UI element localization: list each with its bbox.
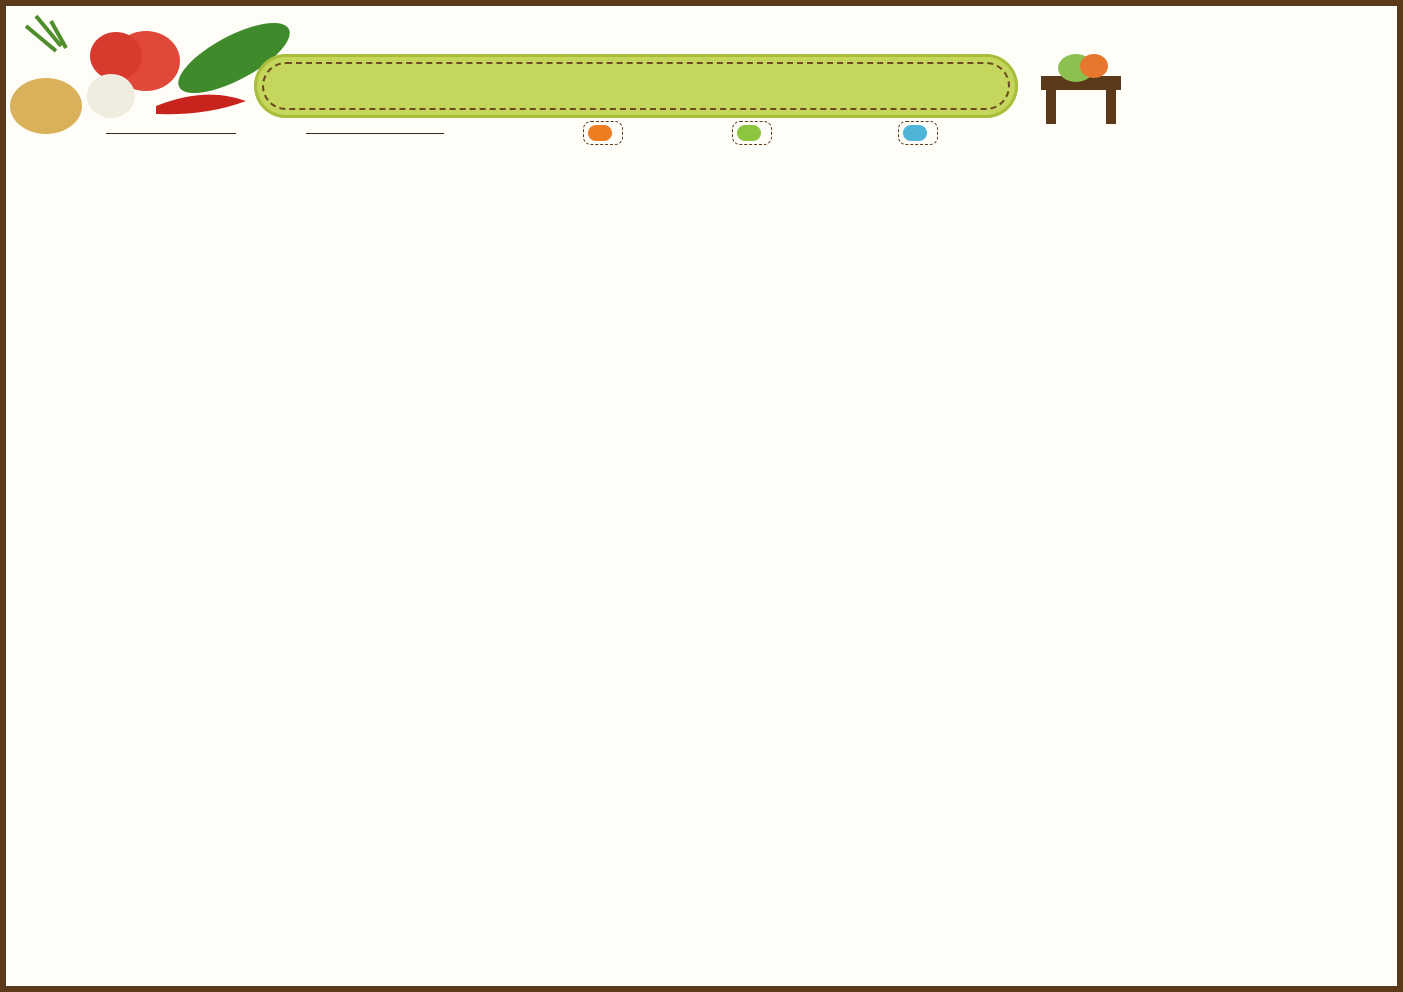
title-banner [254,54,1018,118]
siembra-rule [106,133,236,134]
legend-indice-riego [898,121,938,145]
siembra-rule [306,133,444,134]
legend-siembra-protegida [732,121,772,145]
legend-siembra-directa [583,121,623,145]
cocopot-logo-icon [1036,46,1366,156]
legend-swatch-green [737,125,761,141]
legend-swatch-orange [588,125,612,141]
sowing-chart-page [6,6,1397,986]
title-banner-border [262,62,1010,110]
legend-swatch-blue [903,125,927,141]
